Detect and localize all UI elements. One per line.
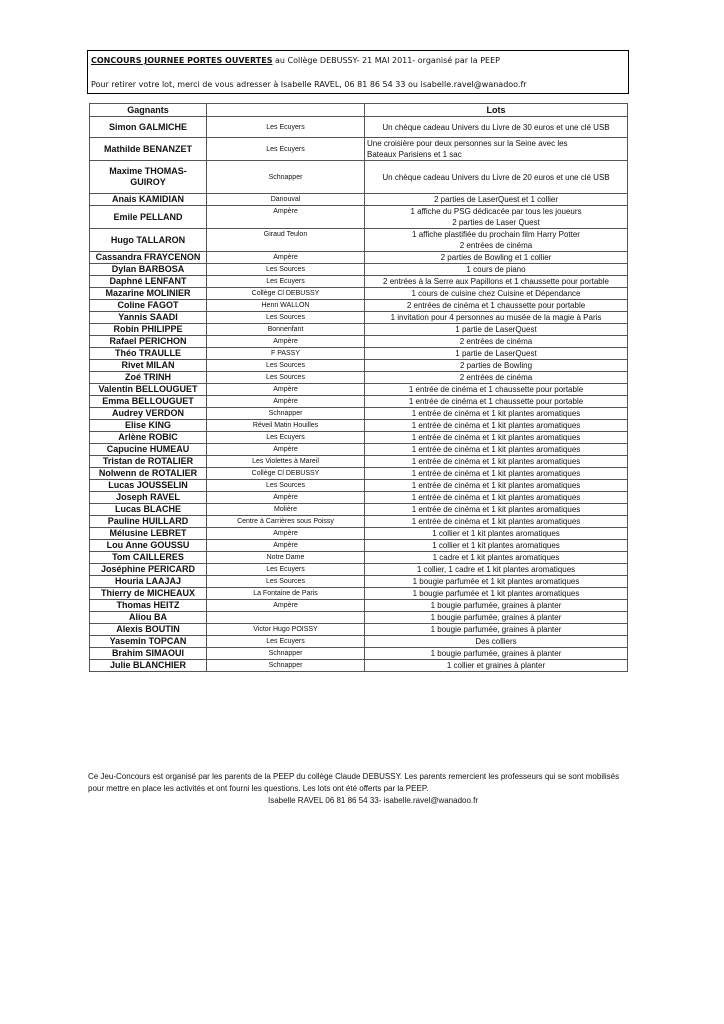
table-row	[90, 229, 628, 252]
winner-school: Les Ecuyers	[207, 432, 365, 444]
lot-line: 1 affiche plastifiée du prochain film Harry Potter	[412, 230, 580, 239]
winner-name: Anais KAMIDIAN	[90, 194, 207, 206]
lot-line: 1 collier et graines à planter	[446, 661, 546, 670]
winner-name: Joseph RAVEL	[90, 492, 207, 504]
lot-line: Un chèque cadeau Univers du Livre de 20 euros et une clé USB	[382, 172, 610, 182]
table-row	[90, 468, 628, 480]
lot-line: 1 cadre et 1 kit plantes aromatiques	[432, 553, 560, 562]
table-row	[90, 636, 628, 648]
winner-school: Danouval	[207, 194, 365, 206]
winner-name: Yasemin TOPCAN	[90, 636, 207, 648]
table-body	[90, 117, 628, 672]
winner-lot	[365, 312, 628, 324]
lot-line: 1 entrée de cinéma et 1 kit plantes aromatiques	[411, 409, 581, 418]
header-title-line	[91, 56, 500, 65]
table-row	[90, 432, 628, 444]
column-header-school	[207, 104, 365, 117]
winner-lot	[365, 360, 628, 372]
table-row	[90, 624, 628, 636]
winner-name: Arlène ROBIC	[90, 432, 207, 444]
winner-school: Ampère	[207, 528, 365, 540]
winner-school: Les Sources	[207, 312, 365, 324]
winner-name: Rafael PERICHON	[90, 336, 207, 348]
table-row	[90, 288, 628, 300]
winner-school: Ampère	[207, 492, 365, 504]
lot-line: 1 entrée de cinéma et 1 kit plantes aromatiques	[411, 469, 581, 478]
table-row	[90, 408, 628, 420]
table-row	[90, 516, 628, 528]
table-row	[90, 660, 628, 672]
winner-lot	[365, 636, 628, 648]
winner-lot	[365, 252, 628, 264]
winner-school: Les Ecuyers	[207, 138, 365, 161]
table-row	[90, 206, 628, 229]
winner-name: Joséphine PERICARD	[90, 564, 207, 576]
winner-lot	[365, 276, 628, 288]
winner-lot	[365, 588, 628, 600]
lot-line: 1 entrée de cinéma et 1 kit plantes aromatiques	[411, 505, 581, 514]
winner-lot	[365, 408, 628, 420]
table-row	[90, 612, 628, 624]
winner-name: Emile PELLAND	[90, 206, 207, 229]
winner-school: Les Violettes à Mareil	[207, 456, 365, 468]
winner-school: Ampère	[207, 252, 365, 264]
table-row	[90, 588, 628, 600]
winner-lot	[365, 612, 628, 624]
table-row	[90, 117, 628, 138]
table-row	[90, 552, 628, 564]
winner-school: Ampère	[207, 600, 365, 612]
lot-line: 1 partie de LaserQuest	[455, 325, 537, 334]
table-row	[90, 336, 628, 348]
winner-name: Robin PHILIPPE	[90, 324, 207, 336]
table-row	[90, 324, 628, 336]
winner-school: Centre à Carrières sous Poissy	[207, 516, 365, 528]
winner-school: Schnapper	[207, 660, 365, 672]
winner-lot	[365, 480, 628, 492]
winner-name: Lou Anne GOUSSU	[90, 540, 207, 552]
table-row	[90, 312, 628, 324]
winner-lot	[365, 384, 628, 396]
lot-line: 2 parties de Bowling et 1 collier	[440, 253, 552, 262]
column-header-lots: Lots	[365, 104, 628, 117]
winner-name: Rivet MILAN	[90, 360, 207, 372]
winner-school	[207, 612, 365, 624]
winner-lot	[365, 117, 628, 138]
winner-school: Les Sources	[207, 372, 365, 384]
table-row	[90, 444, 628, 456]
footer-line-1: Ce Jeu-Concours est organisé par les parents de la PEEP du collège Claude DEBUSSY. Les parents remercient les professeurs qui se sont mobilisés	[88, 772, 620, 781]
winner-lot	[365, 138, 628, 161]
header-title-bold: CONCOURS JOURNEE PORTES OUVERTES	[91, 56, 273, 65]
winner-lot	[365, 348, 628, 360]
winner-lot	[365, 432, 628, 444]
winner-name: Mélusine LEBRET	[90, 528, 207, 540]
winner-lot	[365, 396, 628, 408]
winner-lot	[365, 564, 628, 576]
table-row	[90, 576, 628, 588]
winner-name: Hugo TALLARON	[90, 229, 207, 252]
winner-name: Aliou BA	[90, 612, 207, 624]
lot-line: 1 cours de piano	[466, 265, 526, 274]
winner-lot	[365, 648, 628, 660]
table-row	[90, 420, 628, 432]
lot-line: 1 affiche du PSG dédicacée par tous les joueurs	[410, 207, 582, 216]
winner-name: Thierry de MICHEAUX	[90, 588, 207, 600]
winner-name: Thomas HEITZ	[90, 600, 207, 612]
lot-line: 1 entrée de cinéma et 1 kit plantes aromatiques	[411, 493, 581, 502]
table-row	[90, 564, 628, 576]
winners-table	[89, 103, 628, 672]
winner-lot	[365, 420, 628, 432]
lot-line: 1 entrée de cinéma et 1 kit plantes aromatiques	[411, 457, 581, 466]
winner-school: Les Sources	[207, 264, 365, 276]
lot-line: 1 entrée de cinéma et 1 chaussette pour portable	[408, 397, 584, 406]
lot-line: Des colliers	[475, 637, 517, 646]
column-header-gagnants: Gagnants	[90, 104, 207, 117]
winner-name: Cassandra FRAYCENON	[90, 252, 207, 264]
winner-school: Schnapper	[207, 648, 365, 660]
winner-name: Nolwenn de ROTALIER	[90, 468, 207, 480]
winner-name: Capucine HUMEAU	[90, 444, 207, 456]
footer-line-2: pour mettre en place les activités et ont fourni les questions. Les lots ont été offerts par la PEEP.	[88, 784, 429, 793]
lot-line: 1 cours de cuisine chez Cuisine et Dépendance	[411, 289, 581, 298]
winner-lot	[365, 552, 628, 564]
table-row	[90, 264, 628, 276]
table-row	[90, 480, 628, 492]
winner-school: Les Ecuyers	[207, 636, 365, 648]
lot-line: 1 entrée de cinéma et 1 kit plantes aromatiques	[411, 517, 581, 526]
lot-line: 2 entrées à la Serre aux Papillons et 1 chaussette pour portable	[383, 277, 609, 286]
winner-lot	[365, 288, 628, 300]
table-row	[90, 360, 628, 372]
winner-school: Victor Hugo POISSY	[207, 624, 365, 636]
winner-school: Molière	[207, 504, 365, 516]
winner-name: Emma BELLOUGUET	[90, 396, 207, 408]
header-box	[87, 50, 629, 94]
winner-lot	[365, 468, 628, 480]
winner-lot	[365, 516, 628, 528]
lot-line: 2 parties de Bowling	[459, 361, 533, 370]
footer-contact: Isabelle RAVEL 06 81 86 54 33- isabelle.ravel@wanadoo.fr	[268, 796, 479, 805]
winner-name: Audrey VERDON	[90, 408, 207, 420]
winner-school: Notre Dame	[207, 552, 365, 564]
header-title-rest: au Collège DEBUSSY- 21 MAI 2011- organisé par la PEEP	[272, 56, 500, 65]
winner-lot	[365, 456, 628, 468]
winner-school: Ampère	[207, 384, 365, 396]
winner-school: Schnapper	[207, 408, 365, 420]
winner-school: Collège Cl DEBUSSY	[207, 468, 365, 480]
winner-lot	[365, 528, 628, 540]
winner-school: Les Sources	[207, 576, 365, 588]
table-row	[90, 528, 628, 540]
winner-name: Mathilde BENANZET	[90, 138, 207, 161]
winner-lot	[365, 372, 628, 384]
winner-lot	[365, 229, 628, 252]
winner-school: Réveil Matin Houilles	[207, 420, 365, 432]
winner-school: Les Sources	[207, 360, 365, 372]
winner-lot	[365, 336, 628, 348]
winner-lot	[365, 444, 628, 456]
winner-school: Les Ecuyers	[207, 117, 365, 138]
winner-school: Bonnenfant	[207, 324, 365, 336]
lot-line: 1 collier, 1 cadre et 1 kit plantes aromatiques	[416, 565, 576, 574]
winner-name: Mazarine MOLINIER	[90, 288, 207, 300]
lot-line: Bateaux Parisiens et 1 sac	[367, 150, 462, 159]
lot-line: 1 entrée de cinéma et 1 kit plantes aromatiques	[411, 445, 581, 454]
winner-school: Ampère	[207, 444, 365, 456]
winner-name: Pauline HUILLARD	[90, 516, 207, 528]
table-row	[90, 348, 628, 360]
table-row	[90, 540, 628, 552]
table-row	[90, 252, 628, 264]
winner-school: Ampère	[207, 336, 365, 348]
lot-line: 1 bougie parfumée et 1 kit plantes aromatiques	[412, 577, 580, 586]
winner-school: Collège Cl DEBUSSY	[207, 288, 365, 300]
winner-name: Zoé TRINH	[90, 372, 207, 384]
lot-line: 1 bougie parfumée et 1 kit plantes aromatiques	[412, 589, 580, 598]
lot-line: 2 parties de Laser Quest	[452, 218, 540, 227]
winner-name: Tom CAILLERES	[90, 552, 207, 564]
winner-name: Maxime THOMAS-GUIROY	[90, 161, 207, 194]
winner-name: Valentin BELLOUGUET	[90, 384, 207, 396]
table-row	[90, 456, 628, 468]
table-row	[90, 194, 628, 206]
winner-name: Tristan de ROTALIER	[90, 456, 207, 468]
winner-name: Houria LAAJAJ	[90, 576, 207, 588]
winner-name: Simon GALMICHE	[90, 117, 207, 138]
lot-line: 2 parties de LaserQuest et 1 collier	[433, 195, 559, 204]
winner-name: Brahim SIMAOUI	[90, 648, 207, 660]
table-header-row	[90, 104, 628, 117]
winner-school: Giraud Teulon	[207, 229, 365, 252]
table-row	[90, 492, 628, 504]
winner-lot	[365, 194, 628, 206]
table-row	[90, 648, 628, 660]
lot-line: 1 collier et 1 kit plantes aromatiques	[432, 529, 560, 538]
winner-lot	[365, 161, 628, 194]
table-row	[90, 300, 628, 312]
winner-school: Les Ecuyers	[207, 564, 365, 576]
winner-lot	[365, 660, 628, 672]
lot-line: 1 bougie parfumée, graines à planter	[430, 649, 562, 658]
winner-lot	[365, 540, 628, 552]
footer-note	[88, 771, 688, 807]
winner-school: Ampère	[207, 396, 365, 408]
winner-school: Les Sources	[207, 480, 365, 492]
winner-lot	[365, 504, 628, 516]
winner-school: Les Ecuyers	[207, 276, 365, 288]
winner-lot	[365, 324, 628, 336]
lot-line: Une croisière pour deux personnes sur la Seine avec les	[367, 139, 568, 148]
winner-name: Dylan BARBOSA	[90, 264, 207, 276]
table-row	[90, 372, 628, 384]
winner-name: Coline FAGOT	[90, 300, 207, 312]
lot-line: Un chèque cadeau Univers du Livre de 30 euros et une clé USB	[382, 122, 610, 132]
winner-lot	[365, 300, 628, 312]
winner-lot	[365, 264, 628, 276]
winner-lot	[365, 492, 628, 504]
winner-name: Yannis SAADI	[90, 312, 207, 324]
lot-line: 2 entrées de cinéma	[459, 373, 533, 382]
lot-line: 1 entrée de cinéma et 1 chaussette pour portable	[408, 385, 584, 394]
lot-line: 1 partie de LaserQuest	[455, 349, 537, 358]
lot-line: 1 bougie parfumée, graines à planter	[430, 613, 562, 622]
winner-name: Alexis BOUTIN	[90, 624, 207, 636]
lot-line: 2 entrées de cinéma	[459, 337, 533, 346]
winner-name: Julie BLANCHIER	[90, 660, 207, 672]
winner-school: La Fontaine de Paris	[207, 588, 365, 600]
winner-lot	[365, 576, 628, 588]
winner-school: F PASSY	[207, 348, 365, 360]
table-row	[90, 396, 628, 408]
table-row	[90, 384, 628, 396]
lot-line: 1 bougie parfumée, graines à planter	[430, 601, 562, 610]
table-row	[90, 276, 628, 288]
winner-lot	[365, 206, 628, 229]
winner-school: Ampère	[207, 206, 365, 229]
lot-line: 2 entrées de cinéma et 1 chaussette pour portable	[406, 301, 586, 310]
table-row	[90, 600, 628, 612]
winner-name: Théo TRAULLE	[90, 348, 207, 360]
table-row	[90, 504, 628, 516]
lot-line: 2 entrées de cinéma	[459, 241, 533, 250]
winner-lot	[365, 624, 628, 636]
winner-name: Daphné LENFANT	[90, 276, 207, 288]
winner-name: Lucas JOUSSELIN	[90, 480, 207, 492]
table-row	[90, 138, 628, 161]
lot-line: 1 entrée de cinéma et 1 kit plantes aromatiques	[411, 481, 581, 490]
winner-school: Ampère	[207, 540, 365, 552]
winner-name: Elise KING	[90, 420, 207, 432]
lot-line: 1 collier et 1 kit plantes aromatiques	[432, 541, 560, 550]
winner-name: Lucas BLACHE	[90, 504, 207, 516]
table-row	[90, 161, 628, 194]
winner-lot	[365, 600, 628, 612]
lot-line: 1 entrée de cinéma et 1 kit plantes aromatiques	[411, 433, 581, 442]
winner-school: Schnapper	[207, 161, 365, 194]
header-contact-line: Pour retirer votre lot, merci de vous adresser à Isabelle RAVEL, 06 81 86 54 33 ou isabelle.ravel@wanadoo.fr	[91, 80, 527, 89]
lot-line: 1 bougie parfumée, graines à planter	[430, 625, 562, 634]
lot-line: 1 invitation pour 4 personnes au musée de la magie à Paris	[390, 313, 602, 322]
winner-school: Henri WALLON	[207, 300, 365, 312]
lot-line: 1 entrée de cinéma et 1 kit plantes aromatiques	[411, 421, 581, 430]
